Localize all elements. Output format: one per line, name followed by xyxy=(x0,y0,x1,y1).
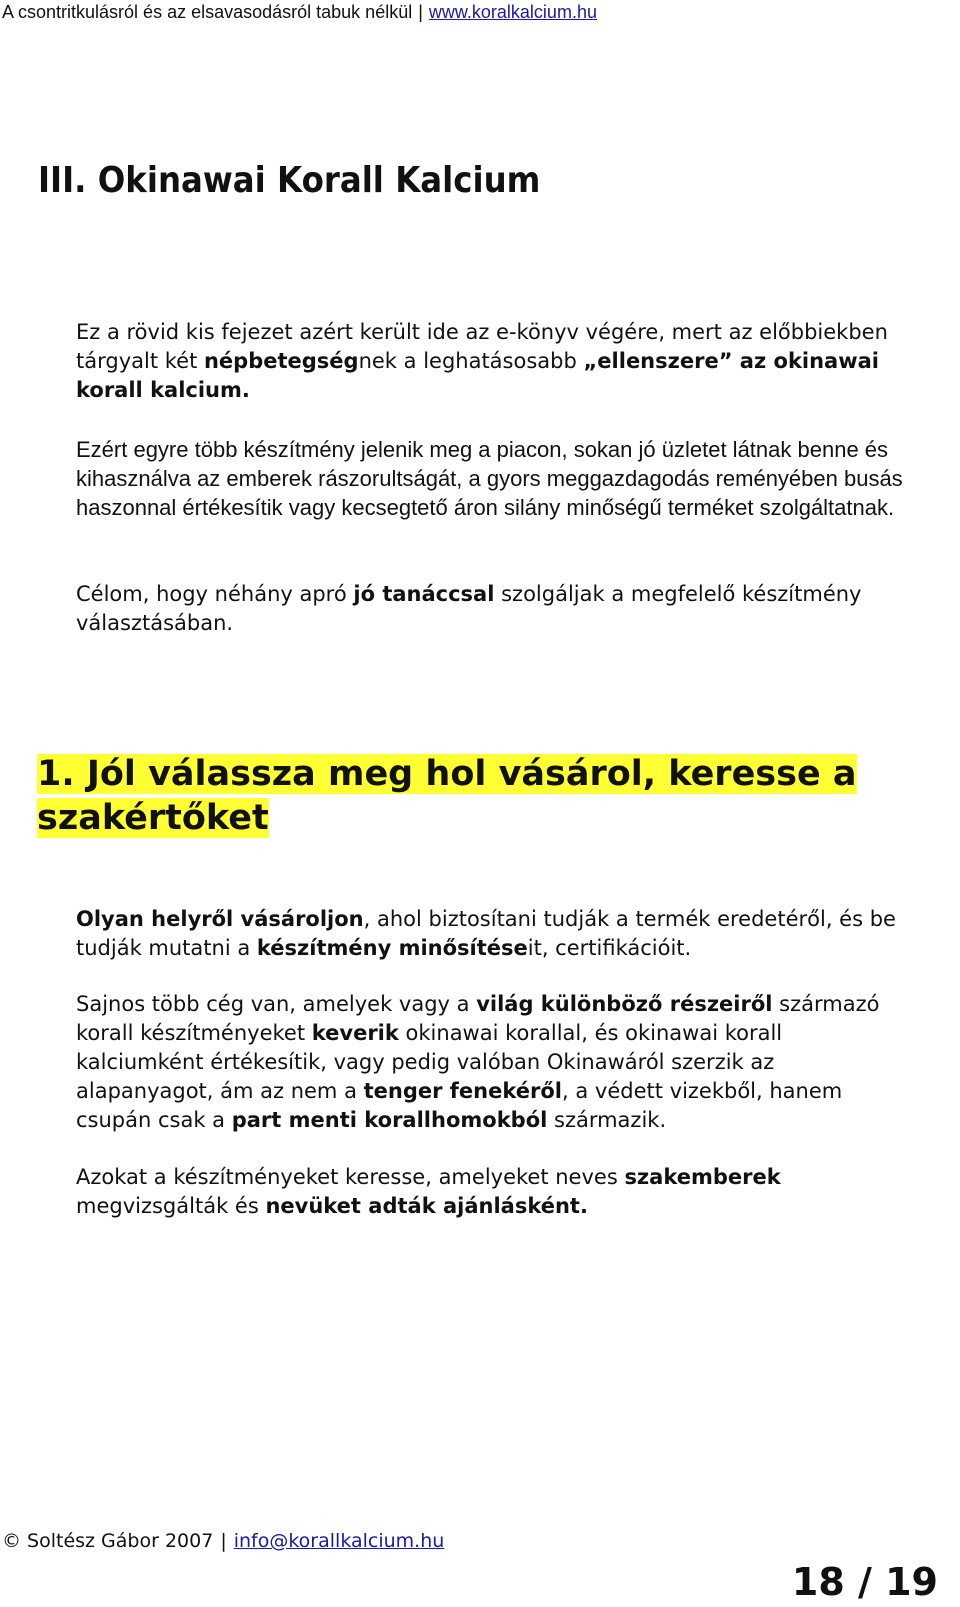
bold-text-run: népbetegség xyxy=(203,349,359,373)
section-paragraph-2 xyxy=(76,990,906,1135)
intro-paragraph-3 xyxy=(76,580,906,638)
intro-paragraph-1 xyxy=(76,318,906,405)
text-run: it, certifikációit. xyxy=(527,936,692,960)
bold-text-run: szakemberek xyxy=(624,1165,781,1189)
footer-separator: | xyxy=(220,1530,227,1552)
header-title: A csontritkulásról és az elsavasodásról tabuk nélkül xyxy=(2,2,413,22)
text-run: megvizsgálták és xyxy=(76,1194,266,1218)
intro-paragraph-2: Ezért egyre több készítmény jelenik meg a piacon, sokan jó üzletet látnak benne és kihasználva az emberek rászorultságát, a gyors meggazdagodás reményében busás haszonnal értékesítik vagy kecsegtető áron silány minőségű terméket szolgáltatnak. xyxy=(76,437,903,520)
header-separator: | xyxy=(418,2,423,22)
page-footer xyxy=(2,1530,444,1552)
bold-text-run: jó tanáccsal xyxy=(353,582,495,606)
text-run: okinawai korallal, és okinawai korall kalciumként értékesítik, vagy pedig valóban Okinawáról szerzik az alapanyagot, ám az nem a xyxy=(76,1021,783,1103)
bold-text-run: világ különböző részeiről xyxy=(476,992,773,1016)
text-run: származik. xyxy=(547,1108,667,1132)
text-run: Célom, hogy néhány apró xyxy=(76,582,354,606)
text-run: , a védett vizekből, hanem csupán csak a xyxy=(76,1079,843,1132)
bold-text-run: „ellenszere” az okinawai korall kalcium. xyxy=(76,349,879,402)
bold-text-run: Olyan helyről vásároljon xyxy=(76,907,364,931)
text-run: Ez a rövid kis fejezet azért került ide az e-könyv végére, mert az előbbiekben tárgyalt két xyxy=(76,320,888,373)
section-paragraph-3 xyxy=(76,1163,906,1221)
page-number: 18 / 19 xyxy=(791,1560,938,1604)
bold-text-run: tenger fenekéről xyxy=(363,1079,562,1103)
text-run: , ahol biztosítani tudják a termék eredetéről, és be tudják mutatni a xyxy=(76,907,896,960)
text-run: szolgáljak a megfelelő készítmény választásában. xyxy=(76,582,862,635)
bold-text-run: nevüket adták ajánlásként. xyxy=(265,1194,588,1218)
page-header xyxy=(2,2,597,23)
bold-text-run: part menti korallhomokból xyxy=(231,1108,548,1132)
text-run: Sajnos több cég van, amelyek vagy a xyxy=(76,992,477,1016)
bold-text-run: készítmény minősítése xyxy=(256,936,528,960)
chapter-title: III. Okinawai Korall Kalcium xyxy=(38,160,541,201)
footer-copyright: © Soltész Gábor 2007 xyxy=(2,1530,214,1552)
text-run: nek a leghatásosabb xyxy=(358,349,584,373)
text-run: származó korall készítményeket xyxy=(76,992,880,1045)
highlighted-heading-text: 1. Jól válassza meg hol vásárol, keresse a szakértőket xyxy=(37,754,857,838)
header-website-link[interactable]: www.koralkalcium.hu xyxy=(428,2,597,22)
footer-email-link[interactable]: info@korallkalcium.hu xyxy=(233,1530,445,1552)
section-heading xyxy=(37,752,897,840)
text-run: Azokat a készítményeket keresse, amelyeket neves xyxy=(76,1165,625,1189)
bold-text-run: keverik xyxy=(311,1021,399,1045)
section-paragraph-1 xyxy=(76,905,906,963)
